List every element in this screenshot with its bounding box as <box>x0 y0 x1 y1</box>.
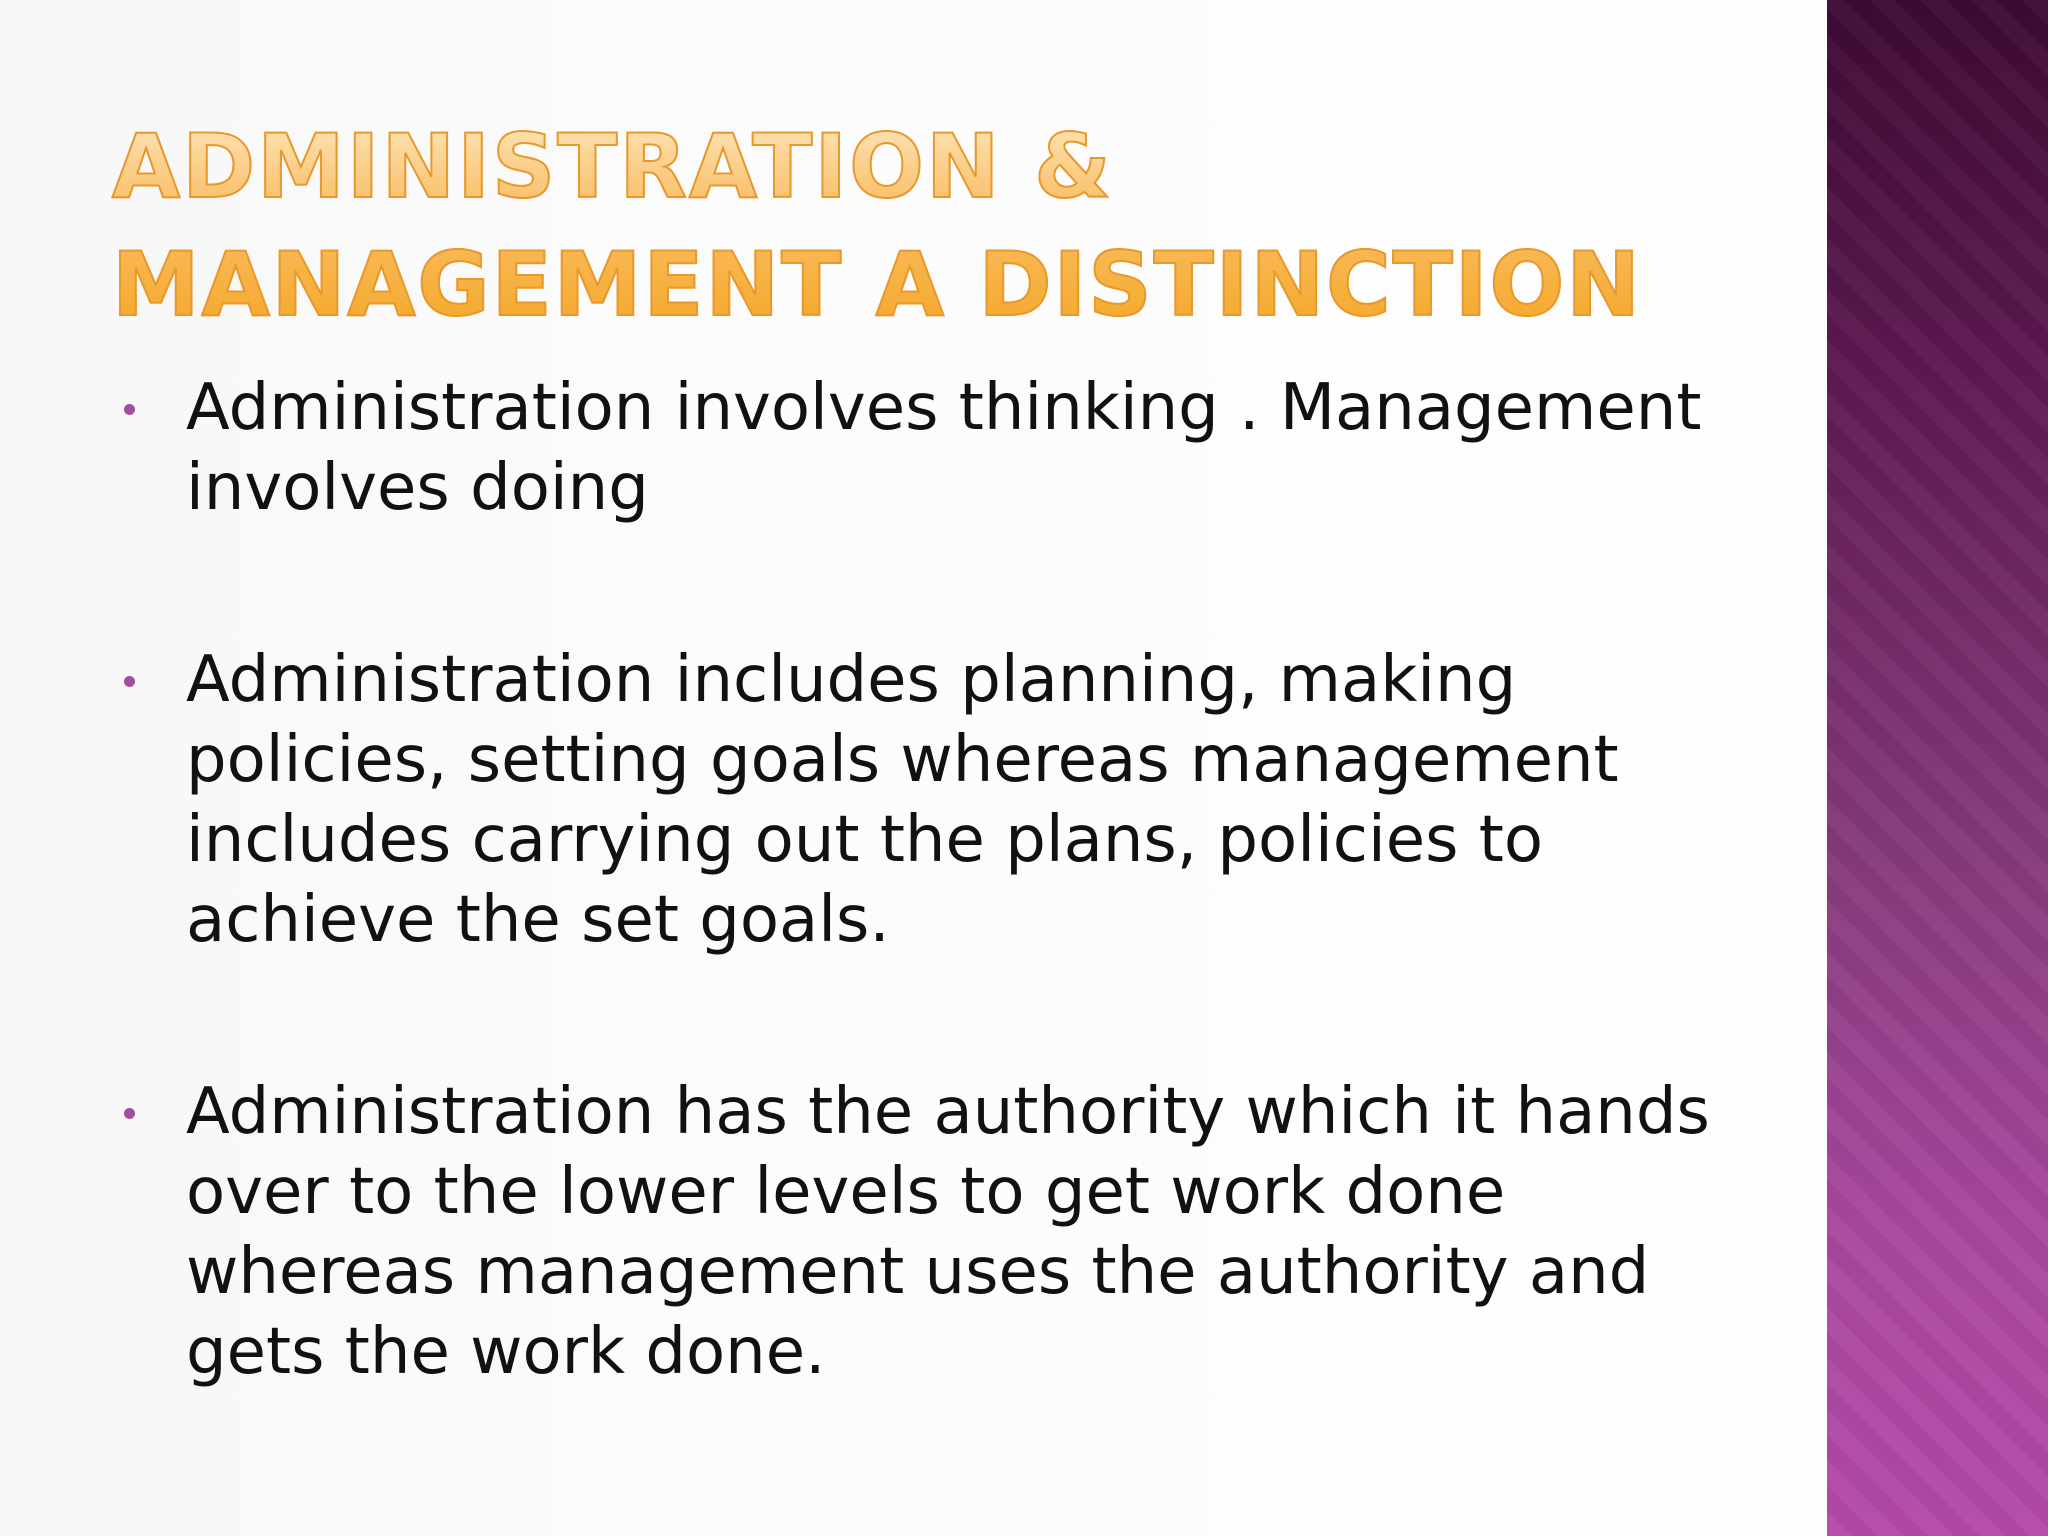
bullet-list <box>120 368 1710 1392</box>
slide-title: ADMINISTRATION & MANAGEMENT A DISTINCTION <box>112 108 1812 344</box>
bullet-dot-icon <box>124 404 135 415</box>
bullet-item <box>120 640 1710 960</box>
bullet-item <box>120 1072 1710 1392</box>
decorative-side-band <box>1827 0 2048 1536</box>
bullet-dot-icon <box>124 676 135 687</box>
bullet-text: Administration involves thinking . Management involves doing <box>186 371 1702 525</box>
bullet-text: Administration has the authority which it hands over to the lower levels to get work done whereas management uses the authority and gets the work done. <box>186 1075 1710 1389</box>
bullet-dot-icon <box>124 1108 135 1119</box>
bullet-item <box>120 368 1710 528</box>
bullet-text: Administration includes planning, making policies, setting goals whereas management includes carrying out the plans, policies to achieve the set goals. <box>186 643 1619 957</box>
